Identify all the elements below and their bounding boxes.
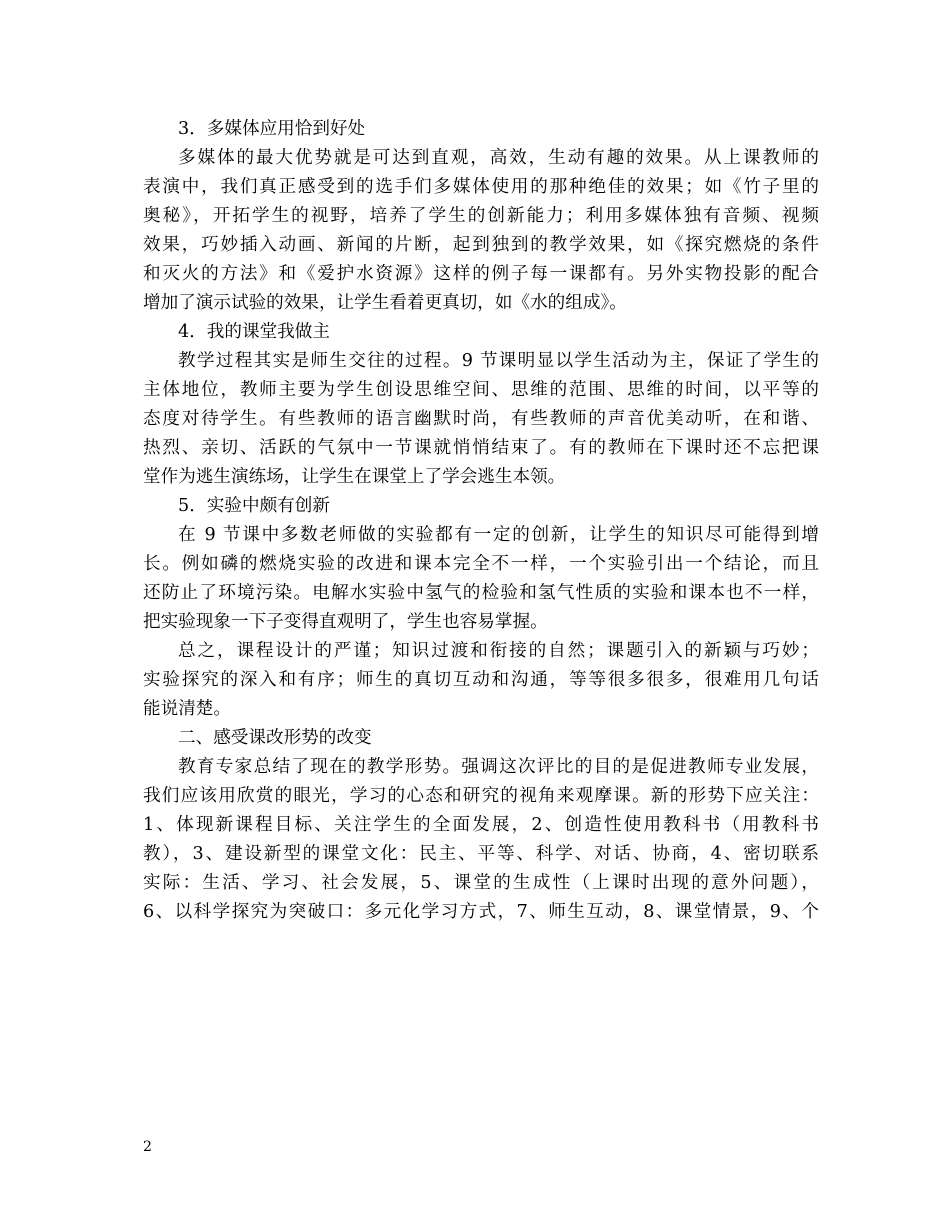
text-line: 效果，巧妙插入动画、新闻的片断，起到独到的教学效果，如《探究燃烧的条件 xyxy=(143,235,819,255)
text-line: 能说清楚。 xyxy=(143,699,231,719)
text-line: 实际：生活、学习、社会发展，5、课堂的生成性（上课时出现的意外问题）， xyxy=(143,873,819,893)
text-line: 4．我的课堂我做主 xyxy=(178,322,330,342)
text-line: 5．实验中颇有创新 xyxy=(178,496,330,516)
page-number: 2 xyxy=(143,1139,152,1155)
text-line: 1、体现新课程目标、关注学生的全面发展，2、创造性使用教科书（用教科书 xyxy=(143,815,819,835)
text-line: 堂作为逃生演练场，让学生在课堂上了学会逃生本领。 xyxy=(143,467,566,487)
text-line: 热烈、亲切、活跃的气氛中一节课就悄悄结束了。有的教师在下课时还不忘把课 xyxy=(143,438,819,458)
text-line: 把实验现象一下子变得直观明了，学生也容易掌握。 xyxy=(143,612,548,632)
text-line: 我们应该用欣赏的眼光，学习的心态和研究的视角来观摩课。新的形势下应关注： xyxy=(143,786,819,806)
text-line: 态度对待学生。有些教师的语言幽默时尚，有些教师的声音优美动听，在和谐、 xyxy=(143,409,819,429)
text-line: 和灭火的方法》和《爱护水资源》这样的例子每一课都有。另外实物投影的配合 xyxy=(143,264,819,284)
text-line: 还防止了环境污染。电解水实验中氢气的检验和氢气性质的实验和课本也不一样， xyxy=(143,583,819,603)
text-line: 总之，课程设计的严谨；知识过渡和衔接的自然；课题引入的新颖与巧妙； xyxy=(178,641,819,661)
text-line: 教），3、建设新型的课堂文化：民主、平等、科学、对话、协商，4、密切联系 xyxy=(143,844,819,864)
text-line: 实验探究的深入和有序；师生的真切互动和沟通，等等很多很多，很难用几句话 xyxy=(143,670,819,690)
text-line: 多媒体的最大优势就是可达到直观，高效，生动有趣的效果。从上课教师的 xyxy=(178,148,819,168)
text-line: 二、感受课改形势的改变 xyxy=(178,728,372,748)
text-line: 教育专家总结了现在的教学形势。强调这次评比的目的是促进教师专业发展， xyxy=(178,757,819,777)
document-body xyxy=(143,115,819,927)
text-line: 主体地位，教师主要为学生创设思维空间、思维的范围、思维的时间，以平等的 xyxy=(143,380,819,400)
text-line: 表演中，我们真正感受到的选手们多媒体使用的那种绝佳的效果；如《竹子里的 xyxy=(143,177,819,197)
text-line: 6、以科学探究为突破口：多元化学习方式，7、师生互动，8、课堂情景，9、个 xyxy=(143,902,819,922)
text-line: 教学过程其实是师生交往的过程。9 节课明显以学生活动为主，保证了学生的 xyxy=(178,351,819,371)
text-line: 长。例如磷的燃烧实验的改进和课本完全不一样，一个实验引出一个结论，而且 xyxy=(143,554,819,574)
text-line: 奥秘》，开拓学生的视野，培养了学生的创新能力；利用多媒体独有音频、视频 xyxy=(143,206,819,226)
text-line: 3．多媒体应用恰到好处 xyxy=(178,119,366,139)
text-line: 在 9 节课中多数老师做的实验都有一定的创新，让学生的知识尽可能得到增 xyxy=(178,525,819,545)
text-line: 增加了演示试验的效果，让学生看着更真切，如《水的组成》。 xyxy=(143,293,627,313)
